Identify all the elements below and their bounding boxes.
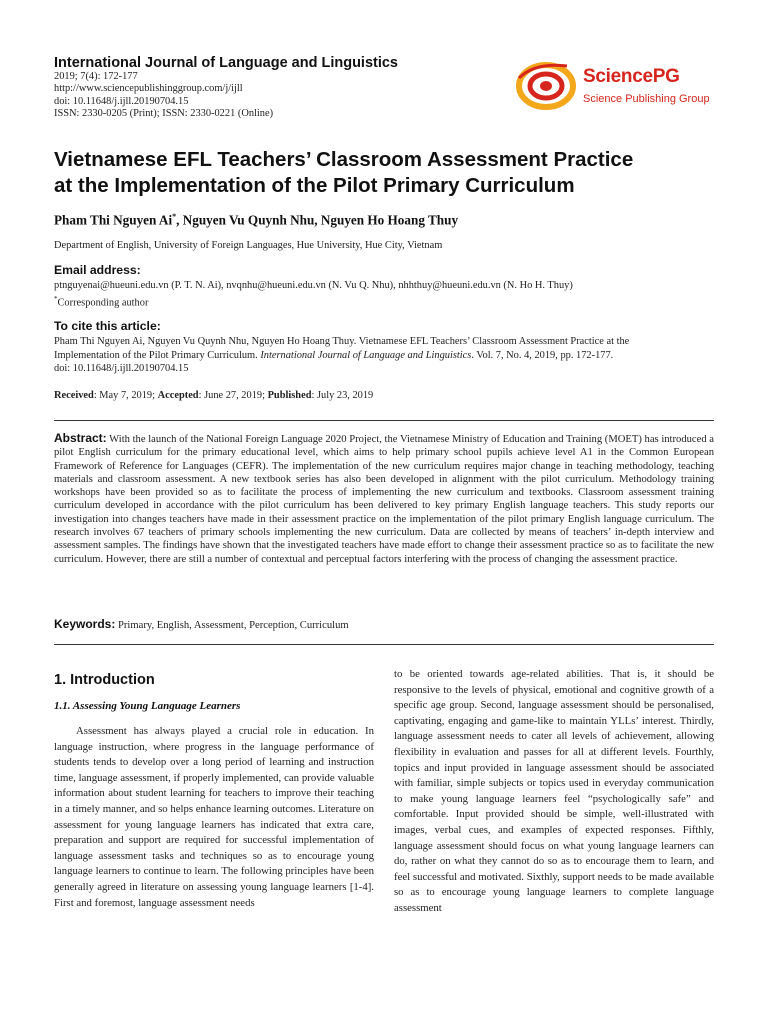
accepted-date: : June 27, 2019; (198, 390, 268, 401)
citation-journal: International Journal of Language and Linguistics (260, 349, 472, 361)
email-heading: Email address: (54, 263, 141, 277)
affiliation: Department of English, University of Foreign Languages, Hue University, Hue City, Vietnam (54, 240, 443, 251)
received-label: Received (54, 390, 94, 401)
email-block (54, 279, 734, 309)
logo-brand: SciencePG (583, 66, 680, 87)
journal-issue: 2019; 7(4): 172-177 (54, 71, 138, 82)
paper-title-line: Vietnamese EFL Teachers’ Classroom Assessment Practice (54, 148, 634, 171)
author-name: Pham Thi Nguyen Ai (54, 212, 173, 228)
email-addresses[interactable]: ptnguyenai@hueuni.edu.vn (P. T. N. Ai), nvqnhu@hueuni.edu.vn (N. Vu Q. Nhu), nhhthuy@hueuni.edu.vn (N. Ho H. Thuy) (54, 280, 573, 291)
received-date: : May 7, 2019; (93, 390, 158, 401)
article-dates (54, 389, 734, 403)
body-column-left (54, 724, 374, 911)
abstract (54, 432, 714, 566)
corresponding-note (54, 293, 734, 310)
abstract-text: With the launch of the National Foreign Language 2020 Project, the Vietnamese Ministry of Education and Training (MOET) has introduced a pilot English curriculum for the primary educational level, which aims to help primary school pupils achieve level A1 in the Common European Framework of Reference for Languages (CEFR). The implementation of the new curriculum requires major change in teaching methodology, teaching materials and classroom assessment. A new textbook series has also been developed in alignment with the pilot curriculum. Methodology training workshops have been provided so as to facilitate the process of implementing the new curriculum and textbooks. Classroom assessment training curriculum developed in accordance with the pilot curriculum has been delivered to key primary English language teachers. This study reports our investigation into changes teachers have made in their assessment practice on the implementation of the pilot primary English language curriculum. The research involves 67 teachers of primary schools implementing the new curriculum. Data are collected by means of teachers’ in-depth interview and assessment samples. The findings have shown that the investigated teachers have made effort to change their assessment practice so as to facilitate the new curriculum. However, there are still a number of contextual and perceptual factors interfering with the process of changing the assessment practice. (54, 434, 714, 565)
citation-line-2-end: . Vol. 7, No. 4, 2019, pp. 172-177. (471, 349, 614, 361)
citation-line-2 (54, 349, 734, 363)
accepted-label: Accepted (157, 390, 199, 401)
journal-url[interactable]: http://www.sciencepublishinggroup.com/j/ijll (54, 83, 243, 95)
citation-line-2-plain: Implementation of the Pilot Primary Curriculum. (54, 349, 261, 361)
corresponding-note-text: Corresponding author (57, 296, 149, 308)
journal-title: International Journal of Language and Linguistics (54, 55, 398, 71)
published-label: Published (267, 390, 312, 401)
subsection-heading: 1.1. Assessing Young Language Learners (54, 700, 241, 712)
divider-bottom (54, 644, 714, 645)
journal-issn: ISSN: 2330-0205 (Print); ISSN: 2330-0221 (Online) (54, 108, 274, 120)
divider-top (54, 420, 714, 421)
citation-line-1: Pham Thi Nguyen Ai, Nguyen Vu Quynh Nhu, Nguyen Ho Hoang Thuy. Vietnamese EFL Teachers’ Classroom Assessment Practice at the (54, 336, 630, 347)
sciencepg-logo (515, 60, 715, 110)
author-names-rest: , Nguyen Vu Quynh Nhu, Nguyen Ho Hoang Thuy (176, 212, 459, 228)
section-heading: 1. Introduction (54, 672, 155, 688)
keywords-label: Keywords: (54, 617, 116, 631)
corresponding-note-mark: * (54, 294, 58, 303)
journal-doi: doi: 10.11648/j.ijll.20190704.15 (54, 95, 189, 107)
published-date: : July 23, 2019 (311, 390, 374, 401)
body-paragraph: to be oriented towards age-related abilities. That is, it should be responsive to the levels of physical, emotional and cognitive growth of a specific age group. Second, language assessment should be personalised, captivating, engaging and game-like to maintain YLLs’ interest. Thirdly, language assessment needs to cater all levels of achievement, allowing flexibility in evaluation and passes for all at different levels. Fourthly, topics and input provided in language assessment should be associated with familiar, simple subjects or topics used in everyday communication to make young language learners feel “psychologically safe” and comfortable. Input provided should be simple, well-illustrated with images, verbal cues, and examples of expected responses. Fifthly, language assessment should focus on what young language learners can do, rather on what they cannot do so as to encourage them to learn, and feel successful and motivated. Sixthly, support needs to be made available so as to encourage young language learners to complete language assessment (394, 668, 714, 914)
paper-title-line: at the Implementation of the Pilot Primary Curriculum (54, 174, 575, 197)
paper-title (54, 147, 734, 199)
body-column-right (394, 667, 714, 917)
body-paragraph: Assessment has always played a crucial role in education. In language instruction, where progress in the language performance of students tends to develop over a long period of learning and instruction time, language assessment, if properly implemented, can provide valuable information about student learning for teachers to improve their teaching in a timely manner, and so helps enhance learning outcomes. Literature on assessment for young language learners has indicated that extra care, preparation and support are required for successful implementation of language assessment tasks and techniques so as to encourage young language learners to continue to learn. The following principles have been generally agreed in literature on assessing young language learners [1-4]. First and foremost, language assessment needs (54, 725, 374, 909)
logo-subtitle: Science Publishing Group (583, 93, 710, 105)
keywords-text: Primary, English, Assessment, Perception, Curriculum (118, 620, 349, 631)
corresponding-mark: * (172, 212, 177, 221)
citation-block (54, 335, 734, 376)
journal-meta (54, 71, 273, 121)
citation-doi: doi: 10.11648/j.ijll.20190704.15 (54, 363, 189, 374)
keywords (54, 617, 349, 631)
abstract-label: Abstract: (54, 431, 107, 445)
cite-heading: To cite this article: (54, 319, 161, 333)
sciencepg-logo-icon (515, 60, 577, 110)
author-list (54, 212, 458, 228)
